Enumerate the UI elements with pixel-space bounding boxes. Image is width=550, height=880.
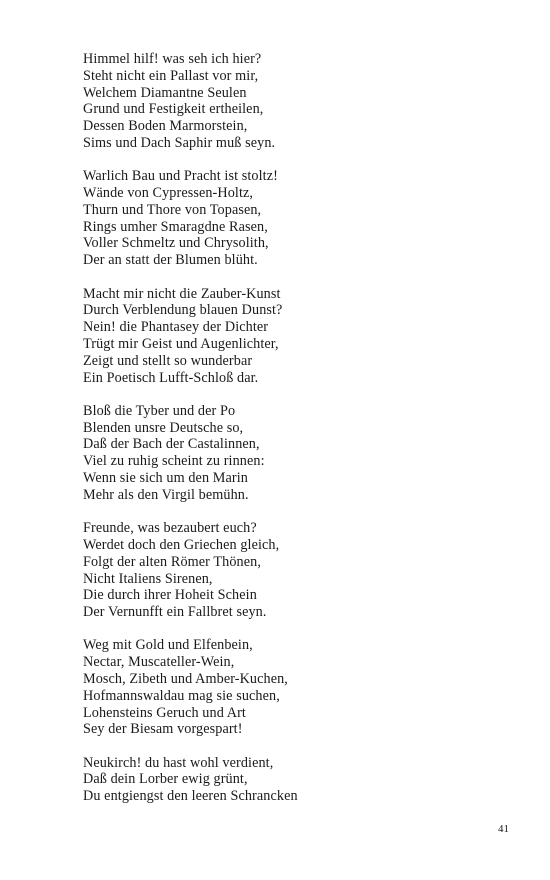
poem-line: Der Vernunfft ein Fallbret seyn. — [83, 604, 267, 621]
poem-line: Mosch, Zibeth und Amber-Kuchen, — [83, 671, 288, 687]
poem-line: Daß dein Lorber ewig grünt, — [83, 771, 248, 788]
poem-line: Freunde, was bezaubert euch? — [83, 520, 257, 537]
poem-line: Macht mir nicht die Zauber-Kunst — [83, 285, 281, 302]
stanza-1 — [83, 51, 523, 152]
stanza-4 — [83, 403, 523, 504]
poem-line: Sey der Biesam vorgespart! — [83, 721, 243, 738]
poem-line: Grund und Festigkeit ertheilen, — [83, 101, 264, 118]
poem-line: Bloß die Tyber und der Po — [83, 402, 236, 419]
poem-line: Steht nicht ein Pallast vor mir, — [83, 67, 259, 84]
poem-line: Thurn und Thore von Topasen, — [83, 201, 262, 218]
poem-line: Viel zu ruhig scheint zu rinnen: — [83, 453, 265, 470]
poem-line: Neukirch! du hast wohl verdient, — [83, 754, 274, 771]
poem-line: Weg mit Gold und Elfenbein, — [83, 637, 253, 654]
stanza-2 — [83, 168, 523, 269]
poem-line: Wände von Cypressen-Holtz, — [83, 185, 254, 202]
poem-line: Die durch ihrer Hoheit Schein — [83, 587, 257, 604]
poem-text — [83, 51, 523, 822]
poem-line: Wenn sie sich um den Marin — [83, 470, 248, 487]
poem-line: Voller Schmeltz und Chrysolith, — [83, 235, 269, 252]
poem-line: Hofmannswaldau mag sie suchen, — [83, 687, 280, 704]
poem-line: Himmel hilf! was seh ich hier? — [83, 51, 262, 67]
poem-line: Trügt mir Geist und Augenlichter, — [83, 335, 279, 352]
poem-line: Du entgiengst den leeren Schrancken — [83, 788, 298, 805]
poem-line: Dessen Boden Marmorstein, — [83, 118, 248, 135]
poem-line: Nectar, Muscateller-Wein, — [83, 654, 235, 671]
poem-line: Nein! die Phantasey der Dichter — [83, 319, 269, 336]
poem-line: Rings umher Smaragdne Rasen, — [83, 218, 268, 235]
poem-line: Blenden unsre Deutsche so, — [83, 419, 244, 436]
poem-line: Ein Poetisch Lufft-Schloß dar. — [83, 369, 259, 386]
poem-line: Lohensteins Geruch und Art — [83, 704, 246, 721]
stanza-5 — [83, 520, 523, 621]
poem-line: Welchem Diamantne Seulen — [83, 84, 247, 101]
poem-line: Zeigt und stellt so wunderbar — [83, 352, 253, 369]
poem-line: Folgt der alten Römer Thönen, — [83, 553, 261, 570]
poem-line: Durch Verblendung blauen Dunst? — [83, 302, 283, 319]
stanza-3 — [83, 286, 523, 387]
poem-line: Der an statt der Blumen blüht. — [83, 252, 258, 269]
stanza-6 — [83, 637, 523, 738]
poem-line: Daß der Bach der Castalinnen, — [83, 436, 260, 453]
poem-line: Mehr als den Virgil bemühn. — [83, 486, 249, 503]
stanza-7 — [83, 755, 523, 805]
poem-line: Sims und Dach Saphir muß seyn. — [83, 134, 276, 151]
page-number: 41 — [498, 823, 509, 835]
poem-line: Nicht Italiens Sirenen, — [83, 570, 213, 587]
poem-line: Werdet doch den Griechen gleich, — [83, 536, 280, 553]
poem-line: Warlich Bau und Pracht ist stoltz! — [83, 168, 278, 185]
